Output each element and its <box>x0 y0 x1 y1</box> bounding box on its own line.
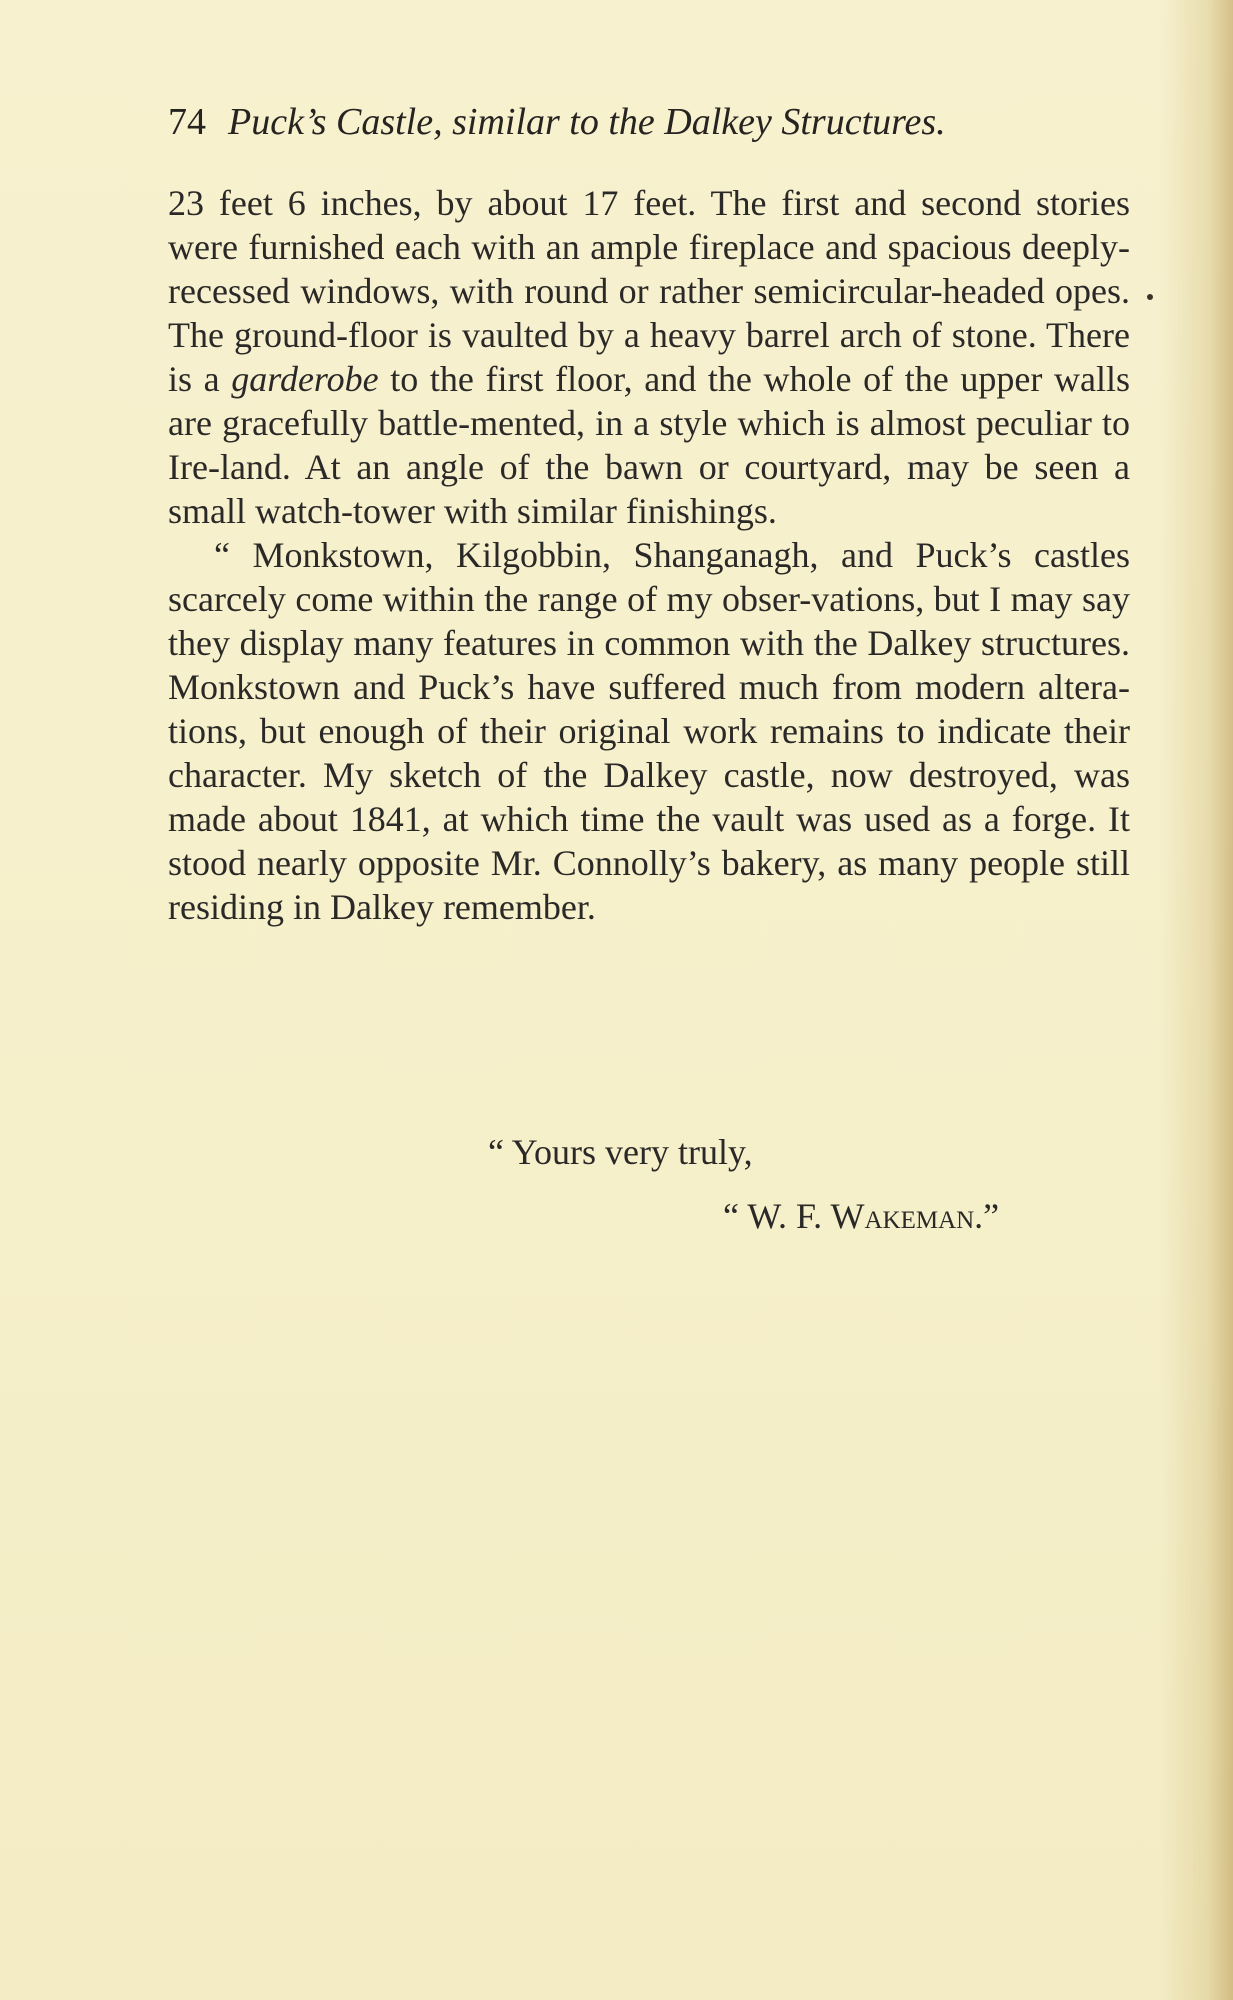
italic-term: garderobe <box>231 359 379 399</box>
page-header <box>168 92 1138 152</box>
paragraph-2: “ Monkstown, Kilgobbin, Shanganagh, and Puck’s castles scarcely come within the range of my obser-vations, but I may say they display many features in common with the Dalkey structures. Monkstown and Puck’s have suffered much from modern altera-tions, but enough of their original work remains to indicate their character. My sketch of the Dalkey castle, now destroyed, was made about 1841, at which time the vault was used as a forge. It stood nearly opposite Mr. Connolly’s bakery, as many people still residing in Dalkey remember. <box>168 535 1130 927</box>
paragraph-1-text-b: to the first floor, and the whole of the upper walls are gracefully battle-mented, in a style which is almost peculiar to Ire-land. At an angle of the bawn or courtyard, may be seen a small watch-tower with similar finishings. <box>168 359 1131 531</box>
body-text <box>168 181 1130 929</box>
signature-name: “ W. F. Wakeman.” <box>723 1196 1000 1236</box>
paragraph-1-text-a: 23 feet 6 inches, by about 17 feet. The first and second stories were furnished each with an ample fireplace and spacious deeply-recessed windows, with round or rather semicircular-headed opes. The ground-floor is vaulted by a heavy barrel arch of stone. There is a <box>168 183 1130 399</box>
page-number: 74 <box>168 101 206 143</box>
signature-closing: “ Yours very truly, <box>488 1132 753 1172</box>
running-title: Puck’s Castle, similar to the Dalkey Structures. <box>228 101 946 143</box>
margin-mark <box>1147 294 1153 300</box>
paragraph-1 <box>168 181 1130 533</box>
